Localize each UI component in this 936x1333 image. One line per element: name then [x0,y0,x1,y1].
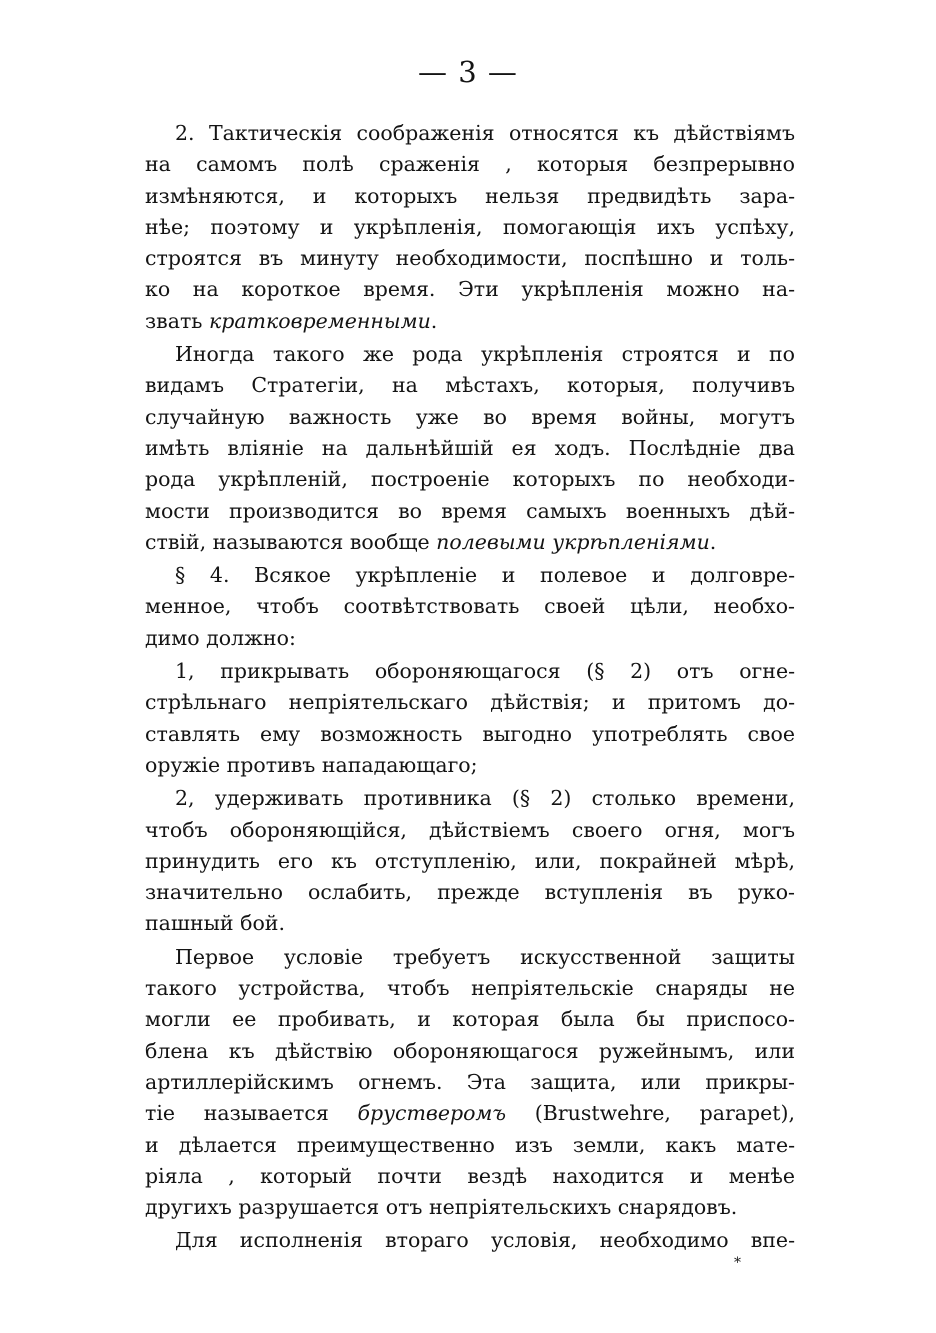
text-line: имѣть вліяніе на дальнѣйшій ея ходъ. Послѣдніе два [145,435,795,460]
italic-term: брустверомъ [357,1101,507,1126]
text-line: менное, чтобъ соотвѣтствовать своей цѣли, необхо- [145,594,795,619]
text-line: оружіе противъ нападающаго; [145,752,478,777]
text-fragment: тіе называется [145,1101,358,1126]
text-line: нѣе; поэтому и укрѣпленія, помогающія ихъ успѣху, [145,214,795,239]
text-line: артиллерійскимъ огнемъ. Эта защита, или прикры- [145,1069,795,1094]
text-line: рода укрѣпленій, построеніе которыхъ по необходи- [145,467,795,492]
text-line: § 4. Всякое укрѣпленіе и полевое и долговре- [175,563,795,588]
italic-term: полевыми укрѣпленіями [436,529,710,554]
text-fragment: ствій, называются вообще [145,529,437,554]
text-fragment: . [709,529,717,554]
text-line: ко на короткое время. Эти укрѣпленія можно на- [145,277,795,302]
text-line: стрѣльнаго непріятельскаго дѣйствія; и притомъ до- [145,690,795,715]
text-line: Для исполненія втораго условія, необходимо впе- [175,1228,795,1253]
text-fragment: . [430,308,438,333]
text-fragment: звать [145,308,209,333]
text-line [145,306,795,337]
paragraph-condition-2 [145,783,795,939]
footer-mark: * [734,1255,741,1271]
text-line: пашный бой. [145,911,285,936]
body-text [145,118,795,1257]
text-line [145,527,795,558]
paragraph-first-condition [145,942,795,1224]
text-line: Иногда такого же рода укрѣпленія строятся и по [175,342,795,367]
text-line: ріяла , который почти вездѣ находится и менѣе [145,1163,795,1188]
text-line: такого устройства, чтобъ непріятельскіе снаряды не [145,976,795,1001]
text-line: 2, удерживать противника (§ 2) столько времени, [175,786,795,811]
text-line: случайную важность уже во время войны, могутъ [145,404,795,429]
text-line: на самомъ полѣ сраженія , которыя безпрерывно [145,152,795,177]
text-line: димо должно: [145,625,296,650]
paragraph-section-4 [145,560,795,654]
paragraph-condition-1 [145,656,795,781]
page-number: — 3 — [418,55,518,89]
text-line: Первое условіе требуетъ искусственной защиты [175,944,795,969]
text-line: могли ее пробивать, и которая была бы приспосо- [145,1007,795,1032]
text-line: чтобъ обороняющійся, дѣйствіемъ своего огня, могъ [145,817,795,842]
italic-term: кратковременными [208,308,431,333]
text-line: 1, прикрывать обороняющагося (§ 2) отъ огне- [175,659,795,684]
text-line: другихъ разрушается отъ непріятельскихъ снарядовъ. [145,1195,738,1220]
paragraph-second-condition [145,1225,795,1256]
text-line: принудить его къ отступленію, или, покрайней мѣрѣ, [145,848,795,873]
text-line [145,1098,795,1129]
text-line: и дѣлается преимущественно изъ земли, какъ мате- [145,1132,795,1157]
text-fragment: (Brustwehre, parapet), [506,1101,795,1126]
text-line: видамъ Стратегіи, на мѣстахъ, которыя, получивъ [145,373,795,398]
text-line: блена къ дѣйствію обороняющагося ружейнымъ, или [145,1038,795,1063]
text-line: значительно ослабить, прежде вступленія въ руко- [145,880,795,905]
text-line: измѣняются, и которыхъ нельзя предвидѣть зара- [145,183,795,208]
paragraph-tactical [145,118,795,337]
paragraph-strategic [145,339,795,558]
text-line: 2. Тактическія соображенія относятся къ дѣйствіямъ [175,121,795,145]
text-line: мости производится во время самыхъ военныхъ дѣй- [145,498,795,523]
text-line: строятся въ минуту необходимости, поспѣшно и толь- [145,246,795,271]
text-line: ставлять ему возможность выгодно употреблять свое [145,721,795,746]
